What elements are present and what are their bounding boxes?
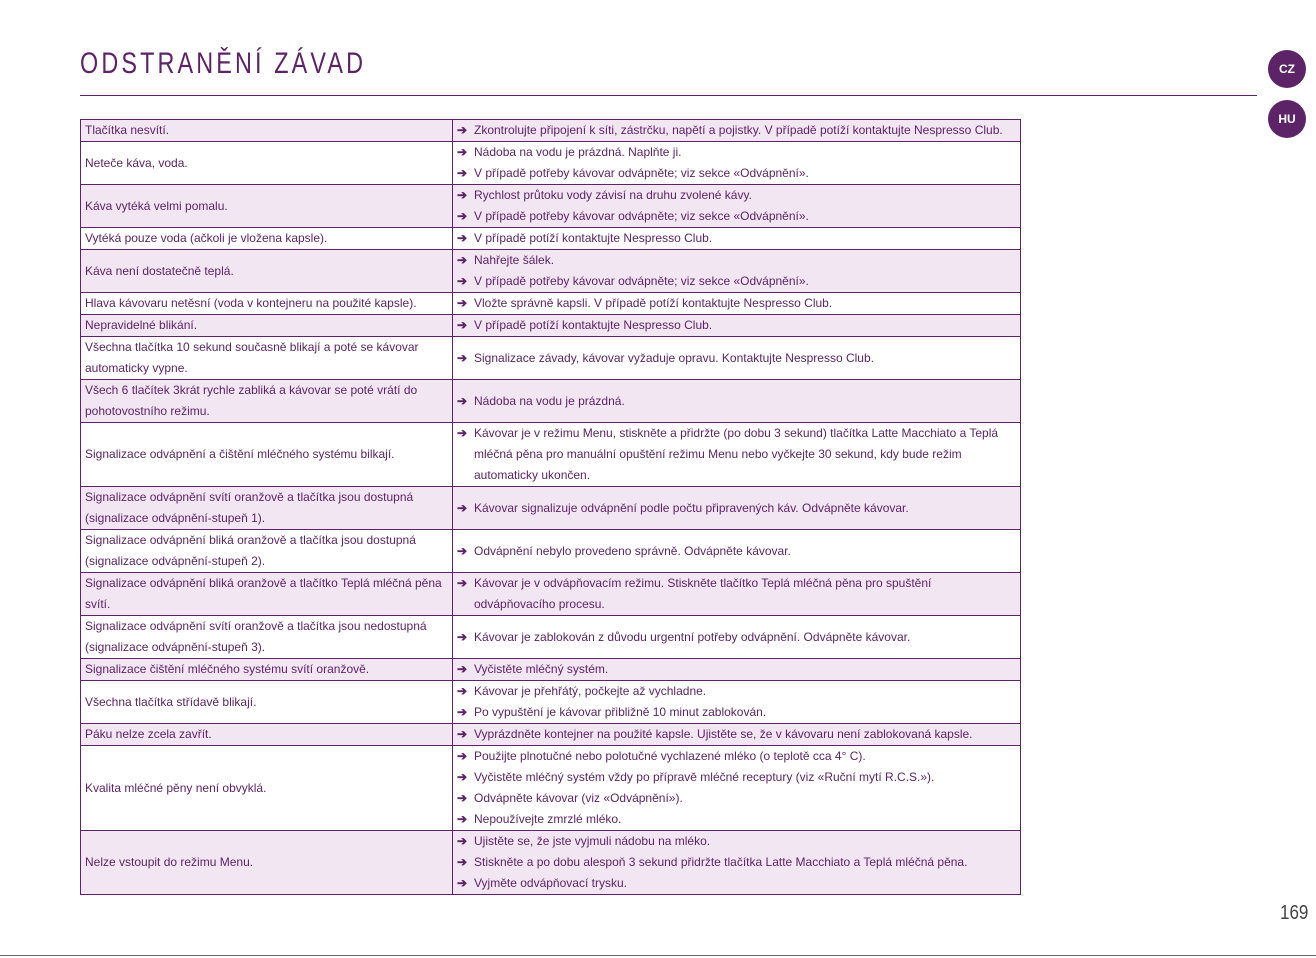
solution-cell (453, 120, 1021, 142)
solution-cell (453, 573, 1021, 616)
table-row (81, 724, 1021, 746)
solution-text: Vložte správně kapsli. V případě potíží kontaktujte Nespresso Club. (474, 296, 833, 310)
problem-text: Tlačítka nesvítí. (85, 123, 170, 137)
solution-text: V případě potřeby kávovar odvápněte; viz sekce «Odvápnění». (474, 274, 809, 288)
solution-text: Vyjměte odvápňovací trysku. (474, 876, 627, 890)
problem-cell (81, 142, 453, 185)
problem-text: Signalizace odvápnění a čištění mléčného systému bilkají. (85, 447, 395, 461)
solution-text: Nádoba na vodu je prázdná. (474, 393, 625, 408)
table-row (81, 659, 1021, 681)
arrow-icon: ➔ (457, 231, 468, 245)
table-row (81, 142, 1021, 185)
problem-cell (81, 487, 453, 530)
arrow-icon: ➔ (457, 145, 468, 159)
solution-item (457, 315, 1016, 336)
problem-text: Všech 6 tlačítek 3krát rychle zabliká a kávovar se poté vrátí do pohotovostního režimu. (85, 383, 418, 418)
table-row (81, 250, 1021, 293)
arrow-icon: ➔ (457, 209, 468, 223)
arrow-icon: ➔ (457, 727, 468, 741)
problem-text: Všechna tlačítka 10 sekund současně blikají a poté se kávovar automaticky vypne. (85, 340, 419, 375)
solution-cell (453, 423, 1021, 487)
problem-cell (81, 185, 453, 228)
problem-cell (81, 530, 453, 573)
solution-text: Vyčistěte mléčný systém. (474, 662, 609, 676)
arrow-icon: ➔ (457, 426, 468, 440)
solution-cell (453, 616, 1021, 659)
table-row (81, 831, 1021, 895)
solution-item (457, 142, 1016, 163)
solution-item (457, 391, 1016, 412)
solution-item (457, 831, 1016, 852)
problem-cell (81, 228, 453, 250)
arrow-icon: ➔ (457, 684, 468, 698)
solution-item (457, 228, 1016, 249)
table-row (81, 185, 1021, 228)
solution-cell (453, 724, 1021, 746)
solution-text: V případě potřeby kávovar odvápněte; viz sekce «Odvápnění». (474, 209, 809, 223)
table-row (81, 573, 1021, 616)
solution-item (457, 206, 1016, 227)
solution-item (457, 163, 1016, 184)
table-row (81, 681, 1021, 724)
arrow-icon: ➔ (457, 791, 468, 805)
problem-text: Signalizace odvápnění svítí oranžově a tlačítka jsou nedostupná (signalizace odvápnění-stupeň 3). (85, 619, 427, 654)
table-row (81, 616, 1021, 659)
solution-item (457, 541, 1016, 562)
solution-cell (453, 487, 1021, 530)
problem-cell (81, 746, 453, 831)
solution-text: Kávovar je v režimu Menu, stiskněte a přidržte (po dobu 3 sekund) tlačítka Latte Macchiato a Teplá mléčná pěna pro manuální opuštění režimu Menu nebo vyčkejte 30 sekund, kdy bude režim automaticky ukončen. (474, 426, 999, 482)
solution-item (457, 185, 1016, 206)
arrow-icon: ➔ (457, 834, 468, 848)
problem-cell (81, 293, 453, 315)
problem-text: Signalizace čištění mléčného systému svítí oranžově. (85, 662, 370, 676)
solution-item (457, 852, 1016, 873)
solution-text: V případě potřeby kávovar odvápněte; viz sekce «Odvápnění». (474, 166, 809, 180)
arrow-icon: ➔ (457, 705, 468, 719)
arrow-icon: ➔ (457, 812, 468, 826)
problem-cell (81, 681, 453, 724)
solution-text: Stiskněte a po dobu alespoň 3 sekund přidržte tlačítka Latte Macchiato a Teplá mléčná pěna. (474, 855, 968, 869)
arrow-icon: ➔ (457, 318, 468, 332)
problem-text: Nelze vstoupit do režimu Menu. (85, 855, 254, 869)
solution-text: Použijte plnotučné nebo polotučné vychlazené mléko (o teplotě cca 4° C). (474, 749, 866, 763)
solution-text: V případě potíží kontaktujte Nespresso Club. (474, 318, 713, 332)
problem-cell (81, 831, 453, 895)
page-title: ODSTRANĚNÍ ZÁVAD (80, 47, 367, 80)
table-row (81, 228, 1021, 250)
problem-text: Nepravidelné blikání. (85, 318, 198, 332)
problem-cell (81, 724, 453, 746)
solution-text: V případě potíží kontaktujte Nespresso Club. (474, 231, 713, 245)
solution-text: Nepoužívejte zmrzlé mléko. (474, 812, 622, 826)
solution-text: Kávovar je přehřátý, počkejte až vychladne. (474, 684, 707, 698)
solution-item (457, 573, 1016, 615)
solution-text: Signalizace závady, kávovar vyžaduje opravu. Kontaktujte Nespresso Club. (474, 350, 874, 365)
solution-item (457, 767, 1016, 788)
solution-cell (453, 831, 1021, 895)
table-row (81, 337, 1021, 380)
table-row (81, 120, 1021, 142)
problem-cell (81, 337, 453, 380)
table-row (81, 315, 1021, 337)
solution-text: Vyčistěte mléčný systém vždy po přípravě mléčné receptury (viz «Ruční mytí R.C.S.»). (474, 770, 935, 784)
arrow-icon: ➔ (457, 253, 468, 267)
arrow-icon: ➔ (457, 350, 468, 365)
problem-text: Signalizace odvápnění svítí oranžově a tlačítka jsou dostupná (signalizace odvápnění-stupeň 1). (85, 490, 414, 525)
solution-cell (453, 185, 1021, 228)
problem-text: Signalizace odvápnění bliká oranžově a tlačítka jsou dostupná (signalizace odvápnění-stupeň 2). (85, 533, 416, 568)
problem-cell (81, 120, 453, 142)
table-row (81, 530, 1021, 573)
solution-text: Kávovar je zablokován z důvodu urgentní potřeby odvápnění. Odvápněte kávovar. (474, 629, 911, 644)
solution-cell (453, 337, 1021, 380)
solution-item (457, 348, 1016, 369)
problem-text: Káva vytéká velmi pomalu. (85, 198, 228, 213)
problem-text: Kvalita mléčné pěny není obvyklá. (85, 780, 267, 795)
arrow-icon: ➔ (457, 166, 468, 180)
solution-item (457, 681, 1016, 702)
problem-text: Neteče káva, voda. (85, 155, 188, 170)
arrow-icon: ➔ (457, 393, 468, 408)
solution-cell (453, 228, 1021, 250)
arrow-icon: ➔ (457, 500, 468, 515)
table-row (81, 380, 1021, 423)
solution-item (457, 498, 1016, 519)
title-divider (80, 95, 1257, 96)
problem-text: Signalizace odvápnění bliká oranžově a tlačítko Teplá mléčná pěna svítí. (85, 576, 442, 611)
arrow-icon: ➔ (457, 629, 468, 644)
solution-cell (453, 530, 1021, 573)
solution-text: Zkontrolujte připojení k síti, zástrčku, napětí a pojistky. V případě potíží kontaktujte Nespresso Club. (474, 123, 1003, 137)
arrow-icon: ➔ (457, 543, 468, 558)
solution-text: Kávovar je v odvápňovacím režimu. Stiskněte tlačítko Teplá mléčná pěna pro spuštění odvápňovacího procesu. (474, 576, 932, 611)
solution-cell (453, 380, 1021, 423)
solution-item (457, 627, 1016, 648)
solution-item (457, 423, 1016, 486)
solution-cell (453, 293, 1021, 315)
problem-cell (81, 250, 453, 293)
problem-cell (81, 573, 453, 616)
table-row (81, 487, 1021, 530)
problem-text: Hlava kávovaru netěsní (voda v kontejneru na použité kapsle). (85, 296, 417, 310)
solution-item (457, 809, 1016, 830)
arrow-icon: ➔ (457, 188, 468, 202)
solution-cell (453, 315, 1021, 337)
solution-item (457, 293, 1016, 314)
solution-item (457, 271, 1016, 292)
troubleshooting-table (80, 119, 1021, 895)
solution-text: Po vypuštění je kávovar přibližně 10 minut zablokován. (474, 705, 767, 719)
table-row (81, 746, 1021, 831)
problem-text: Páku nelze zcela zavřít. (85, 727, 212, 741)
solution-item (457, 724, 1016, 745)
arrow-icon: ➔ (457, 662, 468, 676)
solution-text: Vyprázdněte kontejner na použité kapsle. Ujistěte se, že v kávovaru není zablokovaná kapsle. (474, 727, 973, 741)
problem-text: Všechna tlačítka střídavě blikají. (85, 694, 257, 709)
arrow-icon: ➔ (457, 274, 468, 288)
solution-text: Ujistěte se, že jste vyjmuli nádobu na mléko. (474, 834, 711, 848)
table-row (81, 293, 1021, 315)
problem-text: Vytéká pouze voda (ačkoli je vložena kapsle). (85, 231, 328, 245)
solution-item (457, 120, 1016, 141)
solution-cell (453, 142, 1021, 185)
arrow-icon: ➔ (457, 749, 468, 763)
arrow-icon: ➔ (457, 876, 468, 890)
arrow-icon: ➔ (457, 576, 468, 590)
solution-item (457, 873, 1016, 894)
solution-text: Nádoba na vodu je prázdná. Naplňte ji. (474, 145, 682, 159)
solution-text: Nahřejte šálek. (474, 253, 555, 267)
solution-text: Rychlost průtoku vody závisí na druhu zvolené kávy. (474, 188, 752, 202)
solution-item (457, 746, 1016, 767)
problem-cell (81, 315, 453, 337)
problem-cell (81, 380, 453, 423)
solution-item (457, 659, 1016, 680)
solution-item (457, 702, 1016, 723)
language-badge-hu[interactable]: HU (1268, 100, 1306, 138)
arrow-icon: ➔ (457, 296, 468, 310)
arrow-icon: ➔ (457, 123, 468, 137)
solution-text: Kávovar signalizuje odvápnění podle počtu připravených káv. Odvápněte kávovar. (474, 500, 909, 515)
solution-cell (453, 659, 1021, 681)
solution-text: Odvápněte kávovar (viz «Odvápnění»). (474, 791, 683, 805)
solution-cell (453, 746, 1021, 831)
problem-text: Káva není dostatečně teplá. (85, 263, 234, 278)
solution-text: Odvápnění nebylo provedeno správně. Odvápněte kávovar. (474, 543, 791, 558)
page-number: 169 (1279, 902, 1308, 924)
problem-cell (81, 423, 453, 487)
arrow-icon: ➔ (457, 855, 468, 869)
solution-cell (453, 250, 1021, 293)
footer-divider (0, 955, 1316, 956)
problem-cell (81, 659, 453, 681)
arrow-icon: ➔ (457, 770, 468, 784)
language-badge-cz[interactable]: CZ (1268, 50, 1306, 88)
table-row (81, 423, 1021, 487)
problem-cell (81, 616, 453, 659)
solution-cell (453, 681, 1021, 724)
solution-item (457, 788, 1016, 809)
solution-item (457, 250, 1016, 271)
